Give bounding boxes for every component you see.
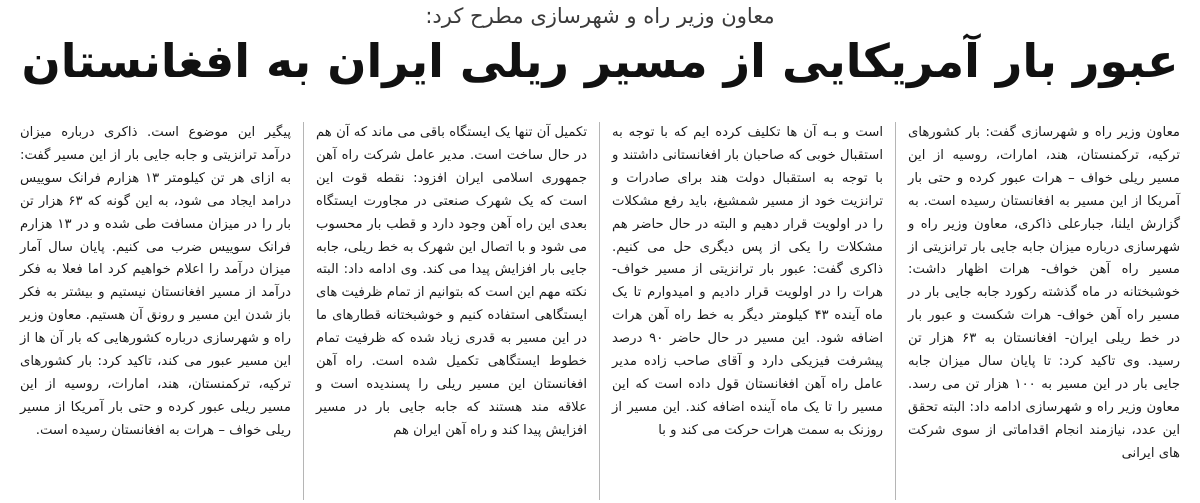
article-column-text: پیگیر این موضوع است. ذاکری درباره میزان درآمد ترانزیتی و جابه جایی بار از این مسیر گفت: به ازای هر تن کیلومتر ۱۳ هزارم فرانک سوییس درامد ایجاد می شود، به این گونه که ۶۳ هزار تن بار را در میزان مسافت طی شده و در ۱۳ هزارم فرانک سوییس ضرب می کنیم. پایان سال آمار میزان درآمد را اعلام خواهیم کرد اما فعلا به فکر درآمد از مسیر افغانستان نیستیم و بیشتر به فکر باز شدن این مسیر و رونق آن هستیم. معاون وزیر راه و شهرسازی درباره کشورهایی که بار آن ها از این مسیر عبور می کند، تاکید کرد: بار کشورهای ترکیه، ترکمنستان، هند، امارات، روسیه از این مسیر ریلی عبور کرده و حتی بار آمریکا از مسیر ریلی خواف – هرات به افغانستان رسیده است. [20,125,291,438]
article-column-4 [8,122,304,500]
article-column-text: تکمیل آن تنها یک ایستگاه باقی می ماند که آن هم در حال ساخت است. مدیر عامل شرکت راه آهن جمهوری اسلامی ایران افزود: نقطه قوت این است که یک شهرک صنعتی در مجاورت ایستگاه بعدی این راه آهن وجود دارد و قطب بار محسوب می شود و با اتصال این شهرک به خط ریلی، جابه جایی بار افزایش پیدا می کند. وی ادامه داد: البته نکته مهم این است که بتوانیم از تمام ظرفیت های ایستگاهی استفاده کنیم و خوشبختانه قطارهای ما در این مسیر به قدری زیاد شده که ظرفیت تمام خطوط ایستگاهی تکمیل شده است. راه آهن افغانستان این مسیر ریلی را پسندیده است و علاقه مند هستند که جابه جایی بار در مسیر افزایش پیدا کند و راه آهن ایران هم [316,125,587,438]
article-column-text: معاون وزیر راه و شهرسازی گفت: بار کشورهای ترکیه، ترکمنستان، هند، امارات، روسیه از این مسیر ریلی خواف – هرات عبور کرده و حتی بار آمریکا از این مسیر به افغانستان رسیده است. به گزارش ایلنا، جبارعلی ذاکری، معاون وزیر راه و شهرسازی درباره میزان جابه جایی بار ترانزیتی از مسیر راه آهن خواف- هرات اظهار داشت: خوشبختانه در ماه گذشته رکورد جابه جایی بار در مسیر راه آهن خواف- هرات شکست و عبور بار در خط ریلی ایران- افغانستان به ۶۳ هزار تن رسید. وی تاکید کرد: تا پایان سال میزان جابه جایی بار در این مسیر به ۱۰۰ هزار تن می رسد. معاون وزیر راه و شهرسازی ادامه داد: البته تحقق این عدد، نیازمند انجام اقداماتی از سوی شرکت های ایرانی [908,125,1181,461]
article-kicker: معاون وزیر راه و شهرسازی مطرح کرد: [425,4,775,28]
article-column-1 [896,122,1192,500]
article-body [8,122,1192,500]
article-column-text: است و بـه آن ها تکلیف کرده ایم که با توجه به استقبال خوبی که صاحبان بار افغانستانی داشتند و با توجه به استقبال دولت هند برای صادرات و ترانزیت خود از مسیر شمشیغ، باید رفع مشکلات را در اولویت قرار دهیم و البته در حال حاضر هم مشکلات را یکی از پس دیگری حل می کنیم. ذاکری گفت: عبور بار ترانزیتی از مسیر خواف- هرات را در اولویت قرار دادیم و امیدوارم تا یک ماه آینده ۴۳ کیلومتر دیگر به خط راه آهن هرات اضافه شود. این مسیر در حال حاضر ۹۰ درصد پیشرفت فیزیکی دارد و آقای صاحب زاده مدیر عامل راه آهن افغانستان قول داده است که این مسیر را تا یک ماه آینده اضافه کند. این مسیر از روزنک به سمت هرات حرکت می کند و با [612,125,883,438]
article-column-3 [304,122,600,500]
article-column-2 [600,122,896,500]
article-headline: عبور بار آمریکایی از مسیر ریلی ایران به افغانستان [21,34,1179,88]
